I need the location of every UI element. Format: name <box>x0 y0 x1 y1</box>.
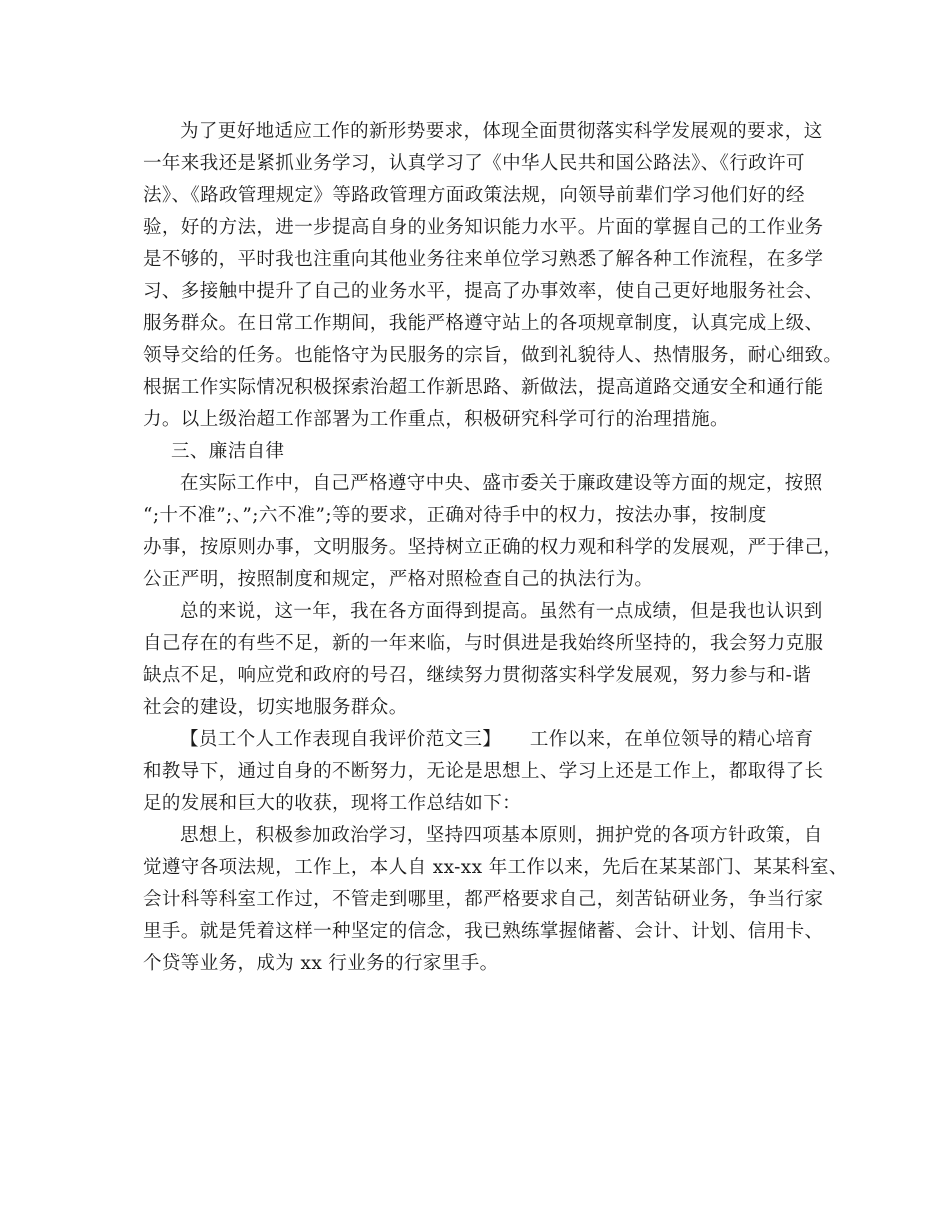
paragraph-line: 领导交给的任务。也能恪守为民服务的宗旨，做到礼貌待人、热情服务，耐心细致。 <box>143 345 843 366</box>
paragraph-line: 验，好的方法，进一步提高自身的业务知识能力水平。片面的掌握自己的工作业务 <box>143 217 824 238</box>
paragraph-line: 总的来说，这一年，我在各方面得到提高。虽然有一点成绩，但是我也认识到 <box>180 601 823 622</box>
sample-title-line: 【员工个人工作表现自我评价范文三】 工作以来，在单位领导的精心培育 <box>180 729 814 750</box>
paragraph-line: 为了更好地适应工作的新形势要求，体现全面贯彻落实科学发展观的要求，这 <box>180 121 823 142</box>
paragraph-line: 里手。就是凭着这样一种坚定的信念，我已熟练掌握储蓄、会计、计划、信用卡、 <box>143 921 824 942</box>
paragraph-line: 缺点不足，响应党和政府的号召，继续努力贯彻落实科学发展观，努力参与和-谐 <box>143 665 812 686</box>
paragraph-line: 力。以上级治超工作部署为工作重点，积极研究科学可行的治理措施。 <box>143 409 729 430</box>
paragraph-line: 在实际工作中，自己严格遵守中央、盛市委关于廉政建设等方面的规定，按照 <box>180 473 823 494</box>
paragraph-line: 服务群众。在日常工作期间，我能严格遵守站上的各项规章制度，认真完成上级、 <box>143 313 824 334</box>
paragraph-line: 习、多接触中提升了自己的业务水平，提高了办事效率，使自己更好地服务社会、 <box>143 281 824 302</box>
paragraph-line: 公正严明，按照制度和规定，严格对照检查自己的执法行为。 <box>143 569 654 590</box>
paragraph-line: 办事，按原则办事，文明服务。坚持树立正确的权力观和科学的发展观，严于律己， <box>143 537 843 558</box>
paragraph-line: 觉遵守各项法规，工作上，本人自 xx-xx 年工作以来，先后在某某部门、某某科室、 <box>143 857 848 878</box>
paragraph-line: 个贷等业务，成为 xx 行业务的行家里手。 <box>143 953 499 974</box>
paragraph-line: 根据工作实际情况积极探索治超工作新思路、新做法，提高道路交通安全和通行能 <box>143 377 824 398</box>
paragraph-line: 会计科等科室工作过，不管走到哪里，都严格要求自己，刻苦钻研业务，争当行家 <box>143 889 824 910</box>
document-body <box>143 116 848 980</box>
paragraph-line: 法》、《路政管理规定》等路政管理方面政策法规，向领导前辈们学习他们好的经 <box>143 185 805 206</box>
paragraph-line: 一年来我还是紧抓业务学习，认真学习了《中华人民共和国公路法》、《行政许可 <box>143 153 805 174</box>
paragraph-line: 自己存在的有些不足，新的一年来临，与时俱进是我始终所坚持的，我会努力克服 <box>143 633 824 654</box>
paragraph-line: 社会的建设，切实地服务群众。 <box>143 697 408 718</box>
section-heading: 三、廉洁自律 <box>171 441 285 462</box>
paragraph-line: 是不够的，平时我也注重向其他业务往来单位学习熟悉了解各种工作流程，在多学 <box>143 249 824 270</box>
paragraph-line: 和教导下，通过自身的不断努力，无论是思想上、学习上还是工作上，都取得了长 <box>143 761 824 782</box>
paragraph-line: “;十不准”;、”;六不准”;等的要求，正确对待手中的权力，按法办事，按制度 <box>143 505 767 526</box>
paragraph-line: 足的发展和巨大的收获，现将工作总结如下： <box>143 793 522 814</box>
paragraph-line: 思想上，积极参加政治学习，坚持四项基本原则，拥护党的各项方针政策，自 <box>180 825 823 846</box>
